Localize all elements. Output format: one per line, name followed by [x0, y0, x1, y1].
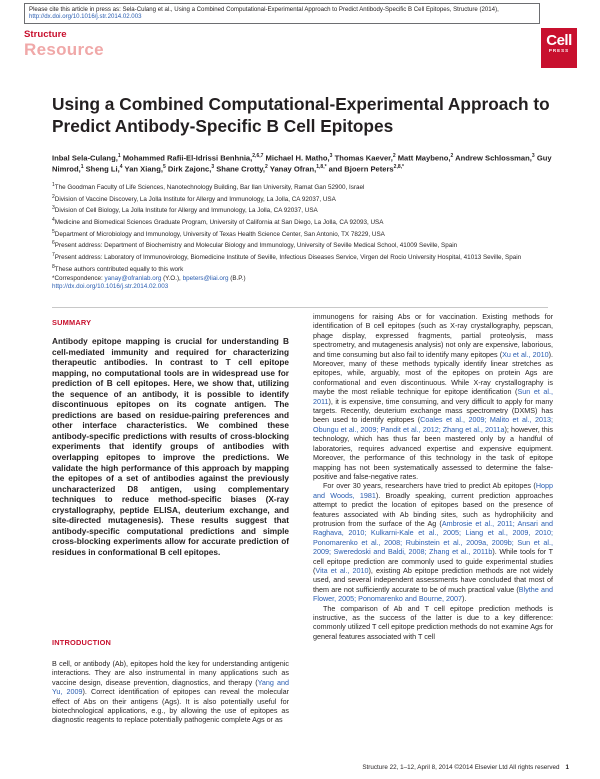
author-name: Shane Crotty,: [216, 164, 266, 174]
author-affiliation-marker: 3: [531, 153, 535, 159]
author-name: Matt Maybeno,: [397, 153, 451, 163]
body-text: ), existing Ab epitope prediction methods are not widely used, and several independent assessments have concluded that most of them are not sufficiently accurate to be of much practical value (: [313, 565, 553, 594]
affiliation-item: [52, 216, 572, 228]
logo-line-3: PRESS: [548, 48, 570, 53]
reference-link[interactable]: Xu et al., 2010: [502, 349, 549, 359]
page-footer: [362, 764, 569, 771]
affiliation-text: These authors contributed equally to this work: [54, 265, 184, 273]
reference-link[interactable]: Coales et al., 2009; Malito et al., 2013; Obungu et al., 2009; Pandit et al., 2012; Zhang et al., 2011a: [313, 415, 553, 434]
author-name: Guy Nimrod,: [52, 153, 552, 174]
affiliation-text: Medicine and Biomedical Sciences Graduate Program, University of California at San Diego, La Jolla, CA 92093, USA: [54, 219, 384, 227]
paragraph: [313, 312, 553, 481]
summary-text: Antibody epitope mapping is crucial for understanding B cell-mediated immunity and required for characterizing therapeutic antibodies. In contrast to T cell epitope mapping, no computational tools are in widespread use for prediction of B cell epitopes. Here, we show that, utilizing the sequence of an antibody, it is possible to identify discontinuous epitopes on its cognate antigen. The predictions are based on residue-pairing preferences and other interface characteristics. We combined these antibody-specific predictions with results of cross-blocking experiments that identify groups of antibodies with overlapping epitopes to improve the predictions. We validate the high performance of this approach by mapping the epitopes of a set of antibodies against the previously uncharacterized D8 antigen, using complementary techniques to reduce method-specific biases (X-ray crystallography, peptide ELISA, deuterium exchange, and site-directed mutagenesis). These results suggest that antibody-specific computational predictions and simple cross-blocking experiments allow for accurate prediction of residues in conformational B cell epitopes.: [52, 337, 289, 557]
page-number: 1: [565, 764, 569, 771]
author-affiliation-marker: 4: [119, 164, 123, 171]
email-link[interactable]: bpeters@liai.org: [182, 274, 229, 282]
email-link[interactable]: yanay@ofranlab.org: [104, 274, 162, 282]
paragraph: [313, 481, 553, 603]
author-list: [52, 152, 582, 175]
author-affiliation-marker: 1: [80, 164, 84, 171]
citation-notice-box: [24, 3, 540, 24]
author-affiliation-marker: 5: [162, 164, 166, 171]
affiliation-item: [52, 181, 572, 193]
body-text: The comparison of Ab and T cell epitope prediction methods is instructive, as the success of the latter is due to a key difference: commonly utilized T cell epitope prediction methods do not examine Ags for general features associated with T cell: [313, 603, 553, 641]
affiliation-text: Department of Microbiology and Immunology, University of Texas Health Science Center, San Antonio, TX 78229, USA: [54, 230, 385, 238]
affiliations: [52, 181, 572, 292]
reference-link[interactable]: Sun et al., 2011: [313, 387, 553, 406]
author-name: Inbal Sela-Culang,: [52, 153, 118, 163]
author-name: Thomas Kaever,: [334, 153, 393, 163]
article-title: Using a Combined Computational-Experimental Approach to Predict Antibody-Specific B Cell Epitopes: [52, 94, 550, 136]
doi-link[interactable]: http://dx.doi.org/10.1016/j.str.2014.02.003: [52, 283, 169, 291]
affiliation-item: [52, 204, 572, 216]
affiliation-marker: 4: [52, 217, 55, 224]
reference-link[interactable]: Blythe and Flower, 2005; Ponomarenko and Bourne, 2007: [313, 584, 553, 604]
introduction-text: B cell, or antibody (Ab), epitopes hold the key for understanding antigenic interactions. They are also instrumental in many applications such as vaccine design, disease prevention, diagnostics, and therapy (Yang and Yu, 2009). Correct identification of epitopes can reveal the molecular effect of Abs on their antigens (Ags). It is also potentially useful for biotechnological applications, e.g., by allowing the use of epitopes as diagnostic reagents to replace potentially pathogenic complete Ags or as: [52, 659, 289, 725]
reference-link[interactable]: Vita et al., 2010: [315, 565, 369, 575]
reference-link[interactable]: Hopp and Woods, 1981: [313, 481, 553, 500]
affiliation-marker: 1: [52, 182, 55, 188]
affiliation-marker: 6: [52, 240, 55, 247]
body-text: ). Broadly speaking, current prediction approaches attempt to predict the location of epitopes based on the presence of features associated with Ab binding sites, such as hydrophilicity and protrusion from the surface of the Ag (: [313, 490, 553, 528]
affiliation-text: Present address: Laboratory of Immunovirology, Biomedicine Institute of Seville, Infectious Diseases Service, Virgen del Rocio University Hospital, 41013 Seville, Spain: [54, 254, 522, 262]
reference-link[interactable]: Ambrosie et al., 2011; Ansari and Raghava, 2010; Kulkarni-Kale et al., 2005; Liang et al., 2009, 2010; Ponomarenko et al., 2008; Rubinstein et al., 2009a, 2009b; Sun et al., 2009; Sweredoski and Baldi, 2008; Zhang et al., 2011b: [313, 518, 554, 557]
author-name: Yanay Ofran,: [269, 164, 317, 174]
body-text: ), it is expensive, time consuming, and very difficult to apply for many targets. Recently, deuterium exchange mass spectrometry (DXMS) has been used to identify epitopes (: [313, 396, 553, 425]
author-name: Sheng Li,: [85, 164, 120, 174]
cell-press-logo: [541, 28, 577, 68]
footer-citation: Structure 22, 1–12, April 8, 2014 ©2014 Elsevier Ltd All rights reserved: [362, 764, 560, 771]
affiliation-item: [52, 239, 572, 251]
affiliation-text: The Goodman Faculty of Life Sciences, Nanotechnology Building, Bar Ilan University, Ramat Gan 52900, Israel: [54, 184, 365, 192]
author-name: Andrew Schlossman,: [455, 153, 532, 163]
body-text: ).: [462, 594, 467, 604]
logo-line-1: Cell: [546, 32, 572, 49]
author-affiliation-marker: 2: [265, 164, 268, 171]
journal-name: Structure: [24, 29, 67, 40]
author-affiliation-marker: 2,6,7: [252, 153, 264, 159]
affiliation-marker: 3: [52, 205, 55, 212]
article-type: Resource: [24, 40, 104, 59]
correspondence: *Correspondence: yanay@ofranlab.org (Y.O.), bpeters@liai.org (B.P.): [52, 274, 246, 282]
body-text: ). While tools for T cell epitope prediction are commonly used to guide experimental studies (: [313, 547, 553, 575]
affiliation-item: [52, 251, 572, 263]
body-text: immunogens for raising Abs or for vaccination. Existing methods for identification of B cell epitopes (such as X-ray crystallography, pepscan, phage display, expressed fragments, partial proteolysis, mass spectrometry, and mutagenesis analysis) not only are expensive, laborious, and time consuming but also fail to identify many epitopes (: [313, 312, 553, 359]
author-name: Michael H. Matho,: [265, 153, 330, 163]
affiliation-text: Present address: Department of Biochemistry and Molecular Biology and Immunology, University of Seville Medical School, 41009 Seville, Spain: [54, 242, 458, 250]
author-affiliation-marker: 1,8,*: [316, 164, 327, 171]
divider: [52, 307, 548, 308]
author-affiliation-marker: 2: [450, 153, 454, 159]
affiliation-marker: 8: [52, 263, 55, 270]
affiliation-marker: 5: [52, 228, 55, 235]
author-affiliation-marker: 2: [392, 153, 396, 159]
reference-link[interactable]: Yang and Yu, 2009: [52, 677, 289, 697]
body-text: ); however, this technology, which has thus far been mastered only by a handful of laboratories, requires advanced expertise and expensive equipment. Moreover, the performance of this technology in the task of epitope mapping has not been systematically assessed to determine the false-positive and false-negative rates.: [313, 424, 553, 481]
author-affiliation-marker: 3: [329, 153, 333, 159]
affiliation-item: [52, 193, 572, 205]
author-affiliation-marker: 3: [211, 164, 215, 171]
affiliation-marker: 7: [52, 252, 55, 259]
author-name: Mohammed Rafii-El-Idrissi Benhnia,: [122, 153, 253, 163]
affiliation-marker: 2: [52, 193, 55, 200]
citation-notice-text: Please cite this article in press as: Sela-Culang et al., Using a Combined Computational-Experimental Approach to Predict Antibody-Specific B Cell Epitopes, Structure (2014),: [29, 6, 499, 13]
body-text: For over 30 years, researchers have tried to predict Ab epitopes (: [323, 481, 536, 491]
affiliation-item: [52, 263, 572, 275]
introduction-heading: INTRODUCTION: [52, 638, 112, 647]
affiliation-text: Division of Cell Biology, La Jolla Institute for Allergy and Immunology, La Jolla, CA 92037, USA: [54, 207, 318, 215]
summary-heading: SUMMARY: [52, 318, 92, 327]
citation-doi-link[interactable]: http://dx.doi.org/10.1016/j.str.2014.02.003: [29, 13, 142, 21]
author-affiliation-marker: 1: [117, 153, 121, 159]
author-name: Yan Xiang,: [124, 164, 163, 174]
body-text: ). Moreover, many of these methods typically identify linear stretches as epitopes, while, arguably, most of the epitopes on protein Ags are conformational and even discontinuous. While X-ray crystallography is maybe the most reliable technique for epitope identification (: [313, 349, 553, 397]
author-name: and Bjoern Peters: [328, 164, 394, 174]
affiliation-item: [52, 228, 572, 240]
paragraph: [313, 604, 553, 642]
affiliation-text: Division of Vaccine Discovery, La Jolla Institute for Allergy and Immunology, La Jolla, CA 92037, USA: [54, 195, 336, 203]
author-name: Dirk Zajonc,: [167, 164, 212, 174]
author-affiliation-marker: 2,8,*: [393, 164, 404, 171]
right-column-text: [313, 312, 553, 641]
